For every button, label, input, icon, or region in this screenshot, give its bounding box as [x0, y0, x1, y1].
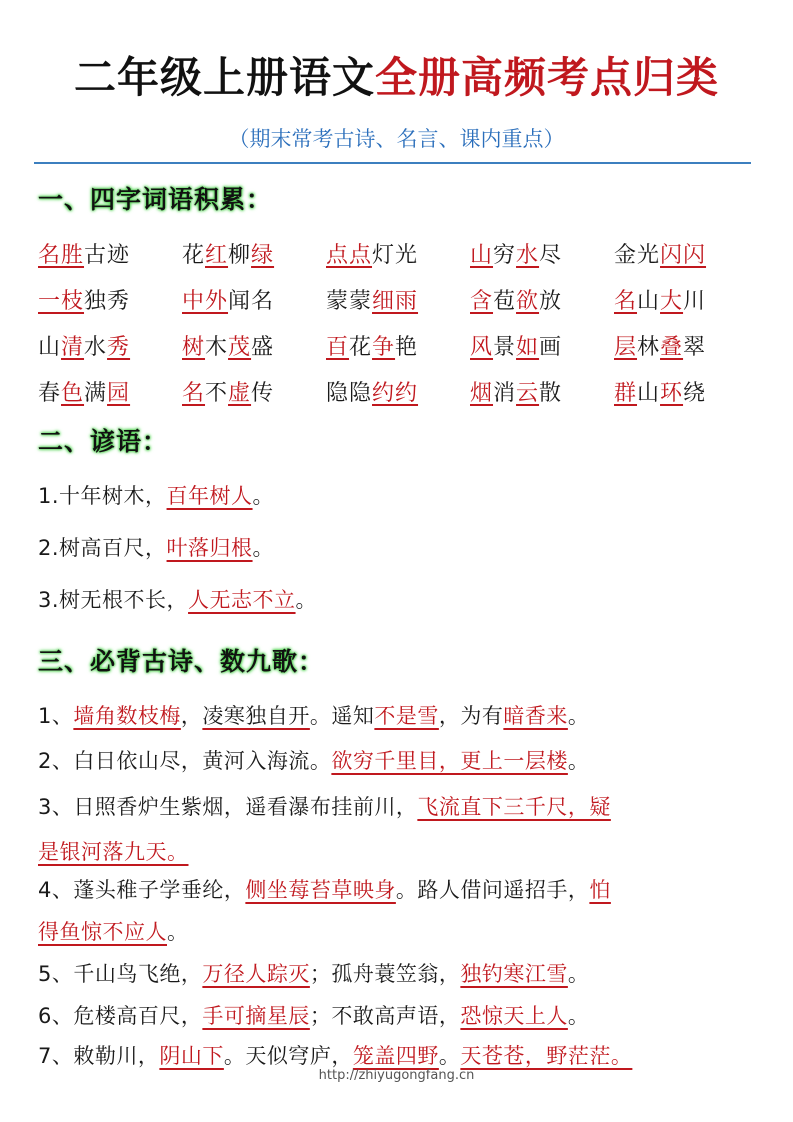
poem-text: 。	[438, 1044, 461, 1068]
idiom-given-char: 古迹	[84, 242, 131, 268]
idiom-answer-char: 茂	[228, 334, 252, 360]
poem-text: 。天似穹庐，	[223, 1044, 353, 1068]
idiom-answer-char: 争	[372, 334, 396, 360]
page-title	[0, 48, 793, 108]
idiom-answer-char: 云	[516, 380, 540, 406]
idiom-answer-char: 虚	[228, 380, 252, 406]
idiom-given-char: 盛	[251, 334, 275, 360]
idiom-word	[470, 330, 614, 361]
idiom-word	[326, 238, 470, 269]
idiom-answer-char: 园	[107, 380, 131, 406]
poem-text: ；不敢高声语，	[309, 1004, 461, 1028]
idiom-given-char: 隐隐	[326, 380, 373, 406]
idiom-word	[470, 238, 614, 269]
poem-line-4-cont	[38, 916, 189, 946]
poem-text: 1、	[38, 704, 74, 728]
poem-line-3-cont	[38, 836, 189, 866]
poem-line-4	[38, 874, 611, 904]
idiom-answer-char: 闪闪	[660, 242, 707, 268]
section-heading-idioms: 一、四字词语积累：	[38, 185, 273, 214]
idiom-answer-char: 水	[516, 242, 540, 268]
title-black-part: 二年级上册语文	[73, 53, 375, 102]
idiom-row	[38, 322, 758, 368]
idiom-given-char: 闻名	[228, 288, 275, 314]
idiom-answer-char: 叠	[660, 334, 684, 360]
proverb-answer: 百年树人	[166, 484, 253, 508]
idiom-answer-char: 名	[614, 288, 638, 314]
poem-line-5	[38, 958, 589, 988]
idiom-word	[470, 376, 614, 407]
poem-text: 。	[567, 962, 590, 986]
idiom-answer-char: 红	[205, 242, 229, 268]
poem-text: 。	[567, 749, 590, 773]
idiom-word	[38, 330, 182, 361]
idiom-answer-char: 层	[614, 334, 638, 360]
idiom-word	[182, 284, 326, 315]
poem-text: 6、危楼高百尺，	[38, 1004, 203, 1028]
poem-text: 。遥知	[309, 704, 375, 728]
poem-answer: 独钓寒江雪	[460, 962, 568, 986]
idiom-given-char: 山	[38, 334, 62, 360]
idiom-word	[182, 376, 326, 407]
idiom-given-char: 花	[182, 242, 206, 268]
proverb-line-1	[38, 480, 274, 510]
poem-answer: 欲穷千里目，更上一层楼	[331, 749, 568, 773]
proverb-end: 。	[252, 536, 275, 560]
idiom-given-char: 散	[539, 380, 563, 406]
idiom-given-char: 木	[205, 334, 229, 360]
idiom-word	[326, 284, 470, 315]
idiom-answer-char: 烟	[470, 380, 494, 406]
page-subtitle: （期末常考古诗、名言、课内重点）	[228, 127, 565, 151]
idiom-given-char: 山	[637, 288, 661, 314]
idiom-answer-char: 名	[182, 380, 206, 406]
section-heading-proverbs: 二、谚语：	[38, 427, 169, 456]
idiom-given-char: 柳	[228, 242, 252, 268]
idiom-given-char: 独秀	[84, 288, 131, 314]
poem-text: 5、千山鸟飞绝，	[38, 962, 203, 986]
idiom-given-char: 绕	[683, 380, 707, 406]
idiom-answer-char: 中外	[182, 288, 229, 314]
poem-answer: 恐惊天上人	[460, 1004, 568, 1028]
poem-answer: 万径人踪灭	[202, 962, 310, 986]
proverb-text: 2.树高百尺，	[38, 536, 167, 560]
idiom-answer-char: 树	[182, 334, 206, 360]
title-red-part: 全册高频考点归类	[375, 53, 720, 102]
poem-text: ；孤舟蓑笠翁，	[309, 962, 461, 986]
idiom-answer-char: 欲	[516, 288, 540, 314]
idiom-given-char: 艳	[395, 334, 419, 360]
idiom-word	[182, 238, 326, 269]
poem-line-2	[38, 745, 589, 775]
idiom-word	[326, 376, 470, 407]
idiom-given-char: 穷	[493, 242, 517, 268]
idiom-answer-char: 百	[326, 334, 350, 360]
idiom-answer-char: 群	[614, 380, 638, 406]
poem-answer: 手可摘星辰	[202, 1004, 310, 1028]
idiom-answer-char: 风	[470, 334, 494, 360]
footer-url: http://zhiyugongfang.cn	[318, 1068, 475, 1083]
poem-text: ，	[180, 704, 203, 728]
idiom-answer-char: 环	[660, 380, 684, 406]
idiom-answer-char: 色	[61, 380, 85, 406]
idiom-answer-char: 如	[516, 334, 540, 360]
idiom-answer-char: 山	[470, 242, 494, 268]
idiom-row	[38, 368, 758, 414]
idiom-given-char: 画	[539, 334, 563, 360]
idiom-answer-char: 名胜	[38, 242, 85, 268]
proverb-line-2	[38, 532, 274, 562]
poem-text: 。	[567, 1004, 590, 1028]
idiom-word	[326, 330, 470, 361]
idiom-answer-char: 秀	[107, 334, 131, 360]
proverb-end: 。	[295, 588, 318, 612]
poem-answer: 笼盖四野	[352, 1044, 439, 1068]
idiom-given-char: 花	[349, 334, 373, 360]
idiom-answer-char: 清	[61, 334, 85, 360]
poem-answer: 飞流直下三千尺，疑	[417, 795, 611, 819]
idiom-word	[38, 376, 182, 407]
idiom-given-char: 传	[251, 380, 275, 406]
proverb-answer: 人无志不立	[188, 588, 296, 612]
section-heading-poems: 三、必背古诗、数九歌：	[38, 647, 325, 676]
idiom-answer-char: 点点	[326, 242, 373, 268]
poem-underlined: 凌寒独自开	[202, 704, 310, 728]
poem-line-6	[38, 1000, 589, 1030]
idiom-word	[614, 376, 758, 407]
poem-answer: 侧坐莓苔草映身	[245, 878, 396, 902]
idiom-answer-char: 含	[470, 288, 494, 314]
poem-answer: 是银河落九天。	[38, 840, 189, 864]
idiom-given-char: 山	[637, 380, 661, 406]
proverb-line-3	[38, 584, 317, 614]
idiom-answer-char: 绿	[251, 242, 275, 268]
idiom-word	[38, 238, 182, 269]
idiom-grid	[38, 230, 758, 414]
poem-text: 7、敕勒川，	[38, 1044, 160, 1068]
idiom-given-char: 金光	[614, 242, 661, 268]
idiom-answer-char: 大	[660, 288, 684, 314]
idiom-given-char: 水	[84, 334, 108, 360]
idiom-given-char: 尽	[539, 242, 563, 268]
poem-answer: 墙角数枝梅	[73, 704, 181, 728]
idiom-word	[614, 330, 758, 361]
idiom-row	[38, 230, 758, 276]
idiom-given-char: 灯光	[372, 242, 419, 268]
poem-text: ，为有	[438, 704, 504, 728]
poem-line-7	[38, 1040, 632, 1070]
idiom-answer-char: 一枝	[38, 288, 85, 314]
poem-text: 3、日照香炉生紫烟，遥看瀑布挂前川，	[38, 795, 418, 819]
idiom-given-char: 景	[493, 334, 517, 360]
poem-text: 2、白日依山尽，黄河入海流。	[38, 749, 332, 773]
idiom-word	[182, 330, 326, 361]
poem-answer: 得鱼惊不应人	[38, 920, 167, 944]
poem-line-3	[38, 791, 611, 821]
poem-line-1	[38, 700, 589, 730]
idiom-given-char: 消	[493, 380, 517, 406]
poem-text: 。	[167, 920, 189, 944]
idiom-given-char: 不	[205, 380, 229, 406]
poem-answer: 怕	[589, 878, 611, 902]
poem-answer: 不是雪	[374, 704, 439, 728]
idiom-answer-char: 细雨	[372, 288, 419, 314]
header-divider	[34, 162, 751, 164]
poem-answer: 阴山下	[159, 1044, 224, 1068]
poem-text: 。路人借问遥招手，	[395, 878, 590, 902]
idiom-given-char: 翠	[683, 334, 707, 360]
idiom-word	[614, 284, 758, 315]
poem-answer: 天苍苍，野茫茫。	[460, 1044, 633, 1068]
proverb-text: 3.树无根不长，	[38, 588, 189, 612]
proverb-end: 。	[252, 484, 275, 508]
proverb-answer: 叶落归根	[166, 536, 253, 560]
idiom-given-char: 苞	[493, 288, 517, 314]
idiom-word	[38, 284, 182, 315]
idiom-given-char: 满	[84, 380, 108, 406]
poem-text: 。	[567, 704, 590, 728]
proverb-text: 1.十年树木，	[38, 484, 167, 508]
idiom-row	[38, 276, 758, 322]
idiom-answer-char: 约约	[372, 380, 419, 406]
idiom-word	[614, 238, 758, 269]
poem-answer: 暗香来	[503, 704, 568, 728]
idiom-given-char: 川	[683, 288, 707, 314]
poem-text: 4、蓬头稚子学垂纶，	[38, 878, 246, 902]
idiom-given-char: 放	[539, 288, 563, 314]
idiom-given-char: 春	[38, 380, 62, 406]
idiom-given-char: 蒙蒙	[326, 288, 373, 314]
idiom-given-char: 林	[637, 334, 661, 360]
idiom-word	[470, 284, 614, 315]
